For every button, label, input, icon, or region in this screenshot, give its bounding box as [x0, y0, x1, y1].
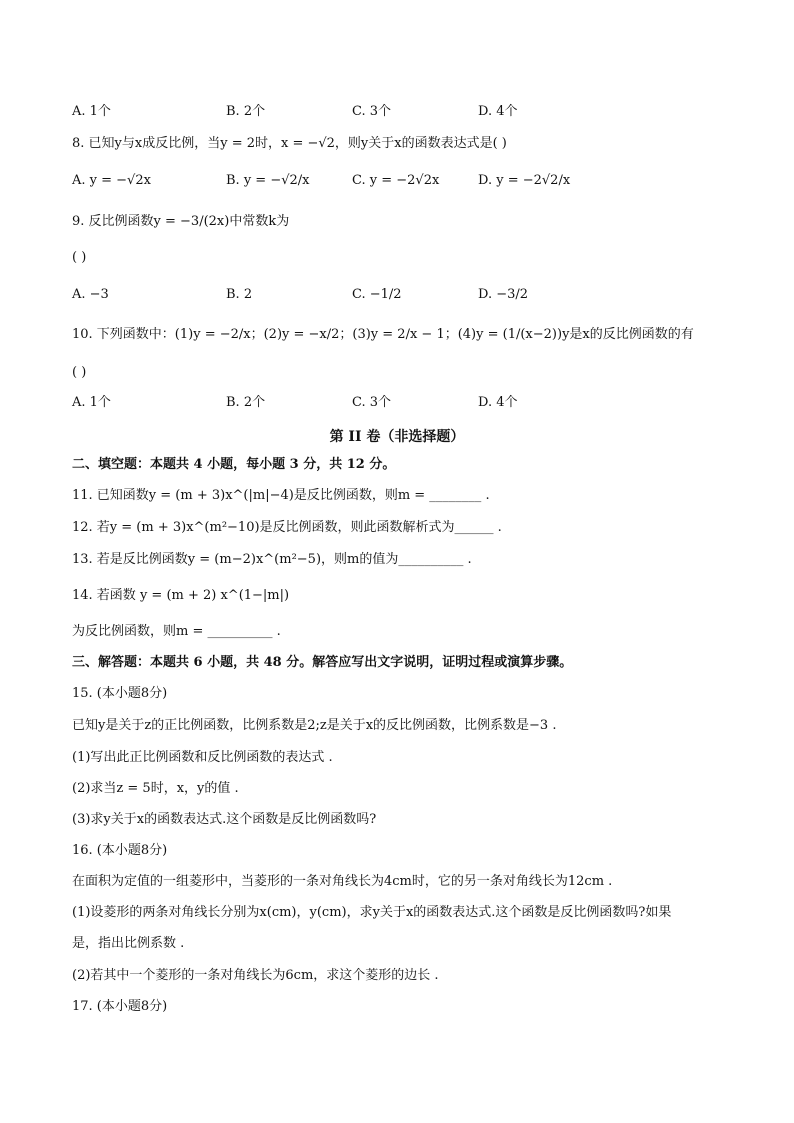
q9-stem: 9. 反比例函数y = −3/(2x)中常数k为: [72, 214, 290, 229]
q9-option-a: A. −3: [72, 287, 109, 302]
q7-option-c: C. 3个: [352, 104, 392, 119]
q17-heading: 17. (本小题8分): [72, 999, 168, 1014]
q14-continuation: 为反比例函数，则m = __________ .: [72, 624, 281, 639]
q16-body: 在面积为定值的一组菱形中，当菱形的一条对角线长为4cm时，它的另一条对角线长为12cm .: [72, 874, 613, 889]
q13: 13. 若是反比例函数y = (m−2)x^(m²−5)，则m的值为__________ .: [72, 552, 472, 567]
q9-option-c: C. −1/2: [352, 287, 402, 302]
q15-part3: (3)求y关于x的函数表达式.这个函数是反比例函数吗?: [72, 812, 377, 827]
q16-part1-line2: 是，指出比例系数 .: [72, 936, 185, 951]
q8-option-a: A. y = −√2x: [72, 173, 151, 188]
section3-heading: 三、解答题：本题共 6 小题，共 48 分。解答应写出文字说明，证明过程或演算步骤。: [72, 655, 573, 670]
q16-part2: (2)若其中一个菱形的一条对角线长为6cm，求这个菱形的边长 .: [72, 968, 439, 983]
q16-heading: 16. (本小题8分): [72, 843, 168, 858]
q15-part2: (2)求当z = 5时，x，y的值 .: [72, 781, 239, 796]
q10-option-d: D. 4个: [478, 395, 518, 410]
q9-option-b: B. 2: [226, 287, 253, 302]
q7-option-d: D. 4个: [478, 104, 518, 119]
q15-part1: (1)写出此正比例函数和反比例函数的表达式 .: [72, 750, 333, 765]
q16-part1-line1: (1)设菱形的两条对角线长分别为x(cm)，y(cm)，求y关于x的函数表达式.这个函数是反比例函数吗?如果: [72, 905, 672, 920]
part2-title: 第 II 卷（非选择题）: [329, 429, 465, 445]
q7-option-b: B. 2个: [226, 104, 266, 119]
q11: 11. 已知函数y = (m + 3)x^(|m|−4)是反比例函数，则m = ________ .: [72, 488, 490, 503]
q10-option-a: A. 1个: [72, 395, 111, 410]
q10-option-c: C. 3个: [352, 395, 392, 410]
q14: 14. 若函数 y = (m + 2) x^(1−|m|): [72, 588, 290, 603]
q15-body: 已知y是关于z的正比例函数，比例系数是2;z是关于x的反比例函数，比例系数是−3 .: [72, 718, 557, 733]
q8-option-b: B. y = −√2/x: [226, 173, 310, 188]
q8-option-d: D. y = −2√2/x: [478, 173, 571, 188]
q8-option-c: C. y = −2√2x: [352, 173, 440, 188]
q10-stem: 10. 下列函数中：(1)y = −2/x；(2)y = −x/2；(3)y = 2/x − 1；(4)y = (1/(x−2))y是x的反比例函数的有: [72, 327, 694, 342]
q12: 12. 若y = (m + 3)x^(m²−10)是反比例函数，则此函数解析式为______ .: [72, 520, 502, 535]
q10-option-b: B. 2个: [226, 395, 266, 410]
q7-option-a: A. 1个: [72, 104, 111, 119]
q15-heading: 15. (本小题8分): [72, 686, 168, 701]
q9-option-d: D. −3/2: [478, 287, 529, 302]
q9-paren: ( ): [72, 250, 87, 265]
section2-heading: 二、填空题：本题共 4 小题，每小题 3 分，共 12 分。: [72, 457, 396, 472]
q8-stem: 8. 已知y与x成反比例，当y = 2时，x = −√2，则y关于x的函数表达式是( ): [72, 136, 507, 151]
q10-paren: ( ): [72, 365, 87, 380]
